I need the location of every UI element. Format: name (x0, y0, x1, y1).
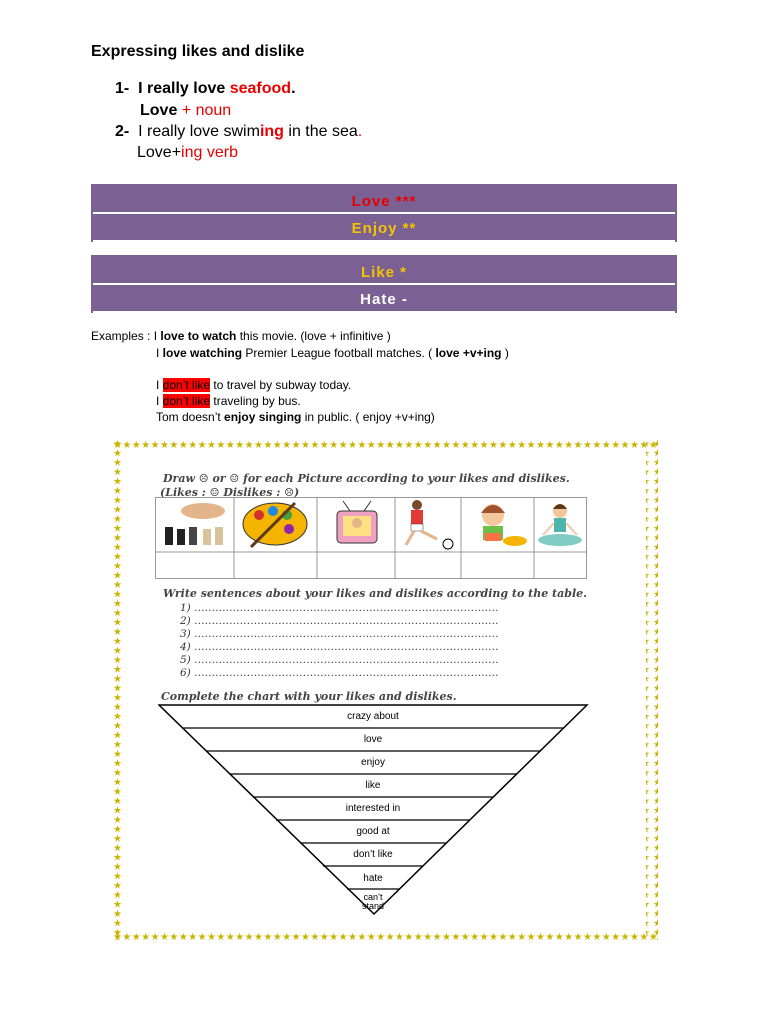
level-6: good at (356, 826, 390, 837)
band-love-word: Love (351, 193, 391, 210)
yoga-girl-icon (538, 504, 582, 546)
band-enjoy (91, 220, 677, 237)
ex2-b: love watching (162, 346, 243, 360)
scale-band-1 (91, 184, 677, 242)
answer-line-1: 1) …………………………………………………………………………… (180, 602, 499, 614)
band-love-stars: *** (390, 193, 417, 210)
ex1-a: I (153, 329, 161, 343)
ex2-c: Premier League football matches. ( (242, 346, 436, 360)
ex2-d: love +v+ing (435, 346, 502, 360)
ex4-c: traveling by bus. (210, 394, 301, 408)
chess-icon (165, 503, 225, 545)
band-bottom-line (93, 311, 675, 313)
example-2-middle: in the sea (283, 123, 358, 140)
ex1-b: love to watch (160, 329, 237, 343)
answer-line-6: 6) …………………………………………………………………………… (180, 667, 499, 679)
ex2-e: ) (501, 346, 509, 360)
examples-label: Examples : (91, 329, 154, 343)
band-bottom-line (93, 240, 675, 242)
level-7: don’t like (353, 849, 393, 860)
page-title: Expressing likes and dislike (91, 43, 305, 60)
worksheet-instruction-1: Draw ☹ or ☺ for each Picture according to your likes and dislikes. (163, 472, 570, 485)
answer-line-5: 5) …………………………………………………………………………… (180, 654, 499, 666)
example-2-end: . (357, 123, 363, 140)
example-1-highlight: seafood (229, 80, 292, 97)
example-2-formula (137, 144, 238, 162)
ex5-b: enjoy singing (224, 410, 302, 424)
tv-watching-icon (337, 501, 377, 543)
band-divider (93, 212, 675, 214)
ex5-c: in public. ( enjoy +v+ing) (301, 410, 435, 424)
answer-line-2: 2) …………………………………………………………………………… (180, 615, 499, 627)
level-8: hate (363, 873, 383, 884)
football-player-icon (406, 500, 453, 549)
example-2-text: I really love swim (138, 123, 260, 140)
paint-palette-icon (243, 503, 307, 547)
band-hate: Hate - (360, 291, 408, 308)
example-2-highlight: ing (259, 123, 284, 140)
band-like: Like * (360, 264, 408, 281)
example-1-end: . (291, 80, 296, 97)
band-enjoy-stars: ** (397, 220, 417, 237)
example-1-formula (140, 102, 231, 120)
band-love (91, 193, 677, 210)
ex2-a: I (156, 346, 163, 360)
example-1 (115, 80, 296, 98)
ex3-c: to travel by subway today. (210, 378, 352, 392)
formula-2-word: Love+ (137, 144, 182, 161)
level-4: like (365, 780, 381, 791)
formula-1-word: Love (140, 102, 178, 119)
ex3-highlight: don’t like (162, 378, 211, 392)
answer-line-4: 4) …………………………………………………………………………… (180, 641, 499, 653)
ex3-a: I (156, 378, 163, 392)
formula-2-rule: ing verb (181, 144, 238, 161)
level-9: can’t stand (361, 892, 385, 911)
examples-line-4 (156, 394, 301, 408)
girl-reading-icon (481, 504, 527, 546)
worksheet-instruction-3: Complete the chart with your likes and dislikes. (161, 690, 457, 703)
level-1: crazy about (347, 711, 399, 722)
picture-table-grid (155, 497, 587, 579)
examples-line-1 (91, 329, 391, 343)
ex4-a: I (156, 394, 163, 408)
example-2 (115, 123, 362, 141)
answer-line-3: 3) …………………………………………………………………………… (180, 628, 499, 640)
examples-line-5 (156, 410, 435, 424)
band-enjoy-word: Enjoy (351, 220, 398, 237)
ex1-c: this movie. (love + infinitive ) (236, 329, 391, 343)
level-2: love (363, 734, 383, 745)
level-5: interested in (345, 803, 401, 814)
level-3: enjoy (361, 757, 385, 768)
worksheet-instruction-1b: (Likes : ☺ Dislikes : ☹) (160, 486, 300, 499)
worksheet-instruction-2: Write sentences about your likes and dislikes according to the table. (163, 587, 587, 600)
examples-line-2 (156, 346, 509, 360)
example-1-text: I really love (138, 80, 230, 97)
example-2-number: 2- (115, 123, 130, 140)
examples-line-3 (156, 378, 351, 392)
band-divider (93, 283, 675, 285)
scale-band-2 (91, 255, 677, 313)
ex4-highlight: don’t like (162, 394, 211, 408)
ex5-a: Tom doesn’t (156, 410, 225, 424)
example-1-number: 1- (115, 80, 130, 97)
formula-1-rule: + noun (177, 102, 232, 119)
